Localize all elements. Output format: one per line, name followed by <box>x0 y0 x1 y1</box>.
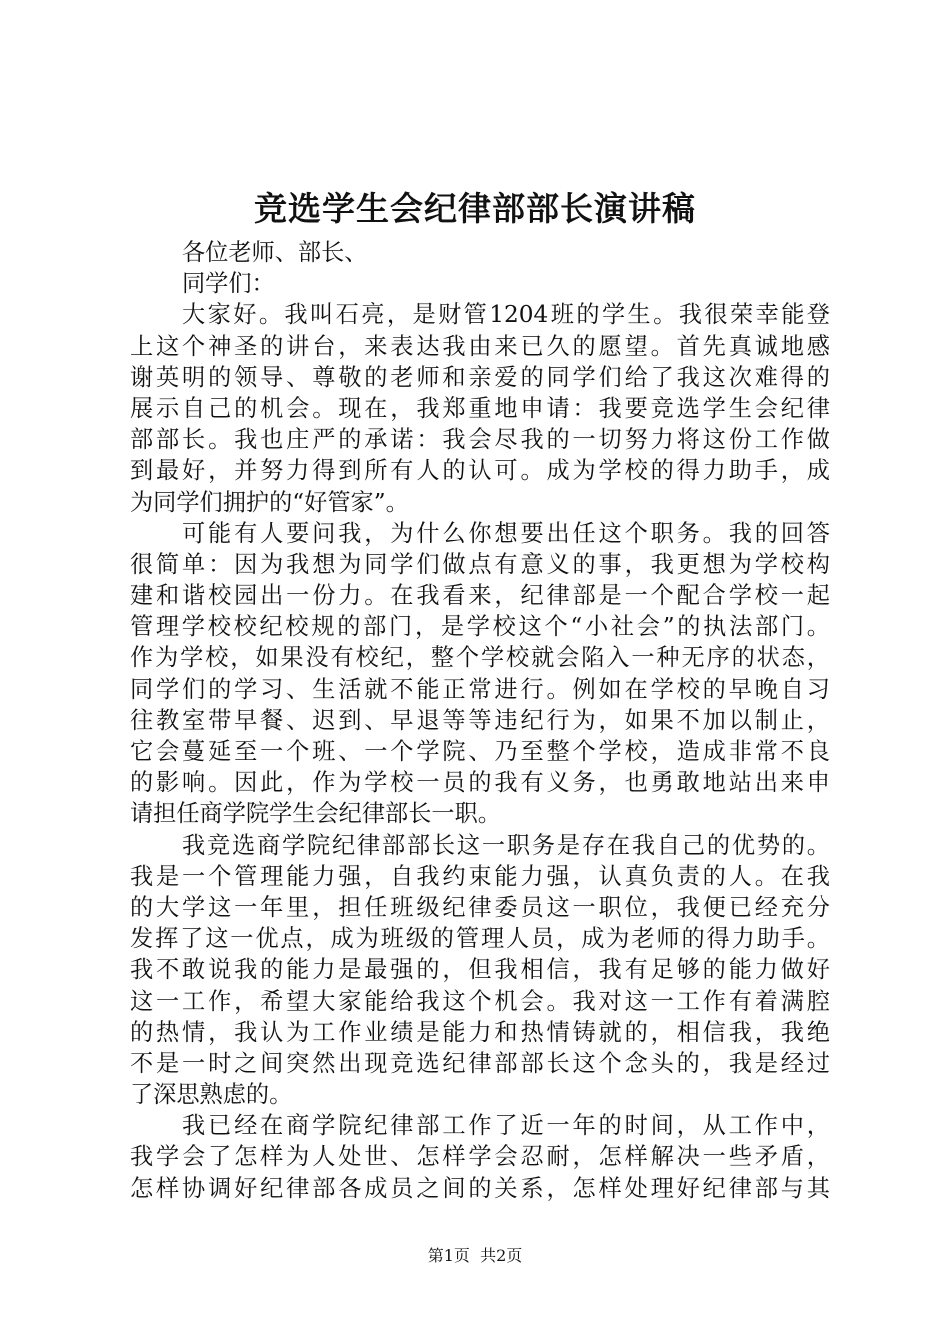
paragraph-line: 上这个神圣的讲台，来表达我由来已久的愿望。首先真诚地感 <box>130 332 830 360</box>
paragraph-line: 为同学们拥护的“好管家”。 <box>130 488 409 516</box>
paragraph-line: 它会蔓延至一个班、一个学院、乃至整个学校，造成非常不良 <box>130 738 830 765</box>
paragraph-line: 大家好。我叫石亮，是财管1204班的学生。我很荣幸能登 <box>182 301 830 329</box>
paragraph-line: 不是一时之间突然出现竞选纪律部部长这个念头的，我是经过 <box>130 1049 830 1077</box>
paragraph-line: 谢英明的领导、尊敬的老师和亲爱的同学们给了我这次难得的 <box>130 363 830 391</box>
paragraph-line: 请担任商学院学生会纪律部长一职。 <box>130 800 501 828</box>
paragraph-line: 了深思熟虑的。 <box>130 1081 293 1109</box>
paragraph-line: 我是一个管理能力强，自我约束能力强，认真负责的人。在我 <box>130 862 830 890</box>
paragraph-line: 很简单：因为我想为同学们做点有意义的事，我更想为学校构 <box>130 550 830 578</box>
paragraph-line: 往教室带早餐、迟到、早退等等违纪行为，如果不加以制止， <box>130 706 830 734</box>
paragraph <box>130 1110 830 1204</box>
document-title: 竞选学生会纪律部部长演讲稿 <box>254 189 696 228</box>
page-total: 共2页 <box>480 1246 523 1265</box>
paragraph-line: 到最好，并努力得到所有人的认可。成为学校的得力助手，成 <box>130 457 830 485</box>
paragraph-line: 同学们的学习、生活就不能正常进行。例如在学校的早晚自习 <box>130 675 830 703</box>
greeting-line: 各位老师、部长、 <box>182 239 368 266</box>
page-number: 第1页 <box>427 1246 470 1265</box>
paragraph-line: 我已经在商学院纪律部工作了近一年的时间，从工作中， <box>182 1112 830 1140</box>
paragraph <box>130 518 830 830</box>
paragraph-line: 展示自己的机会。现在，我郑重地申请：我要竞选学生会纪律 <box>130 394 830 422</box>
paragraph-line: 我竞选商学院纪律部部长这一职务是存在我自己的优势的。 <box>182 831 830 859</box>
paragraph-line: 建和谐校园出一份力。在我看来，纪律部是一个配合学校一起 <box>130 582 830 610</box>
paragraph-line: 怎样协调好纪律部各成员之间的关系，怎样处理好纪律部与其 <box>130 1174 830 1202</box>
paragraph <box>130 299 830 517</box>
paragraph-line: 的大学这一年里，担任班级纪律委员这一职位，我便已经充分 <box>130 893 830 921</box>
paragraph-line: 我学会了怎样为人处世、怎样学会忍耐，怎样解决一些矛盾， <box>130 1143 830 1171</box>
paragraph-line: 的热情，我认为工作业绩是能力和热情铸就的，相信我，我绝 <box>130 1018 830 1046</box>
paragraph-line: 发挥了这一优点，成为班级的管理人员，成为老师的得力助手。 <box>130 925 830 953</box>
paragraph-line: 的影响。因此，作为学校一员的我有义务，也勇敢地站出来申 <box>130 769 830 797</box>
document-body <box>130 237 830 1204</box>
paragraph-line: 作为学校，如果没有校纪，整个学校就会陷入一种无序的状态， <box>130 644 830 672</box>
paragraph-line: 这一工作，希望大家能给我这个机会。我对这一工作有着满腔 <box>130 987 830 1015</box>
paragraph-line: 我不敢说我的能力是最强的，但我相信，我有足够的能力做好 <box>130 956 830 984</box>
page-footer <box>0 1244 950 1268</box>
paragraph-line: 可能有人要问我，为什么你想要出任这个职务。我的回答 <box>182 519 830 547</box>
greeting-line: 同学们： <box>182 270 275 298</box>
paragraph-line: 部部长。我也庄严的承诺：我会尽我的一切努力将这份工作做 <box>130 426 830 454</box>
paragraph-line: 管理学校校纪校规的部门，是学校这个“小社会”的执法部门。 <box>130 613 830 641</box>
paragraph <box>130 830 830 1111</box>
